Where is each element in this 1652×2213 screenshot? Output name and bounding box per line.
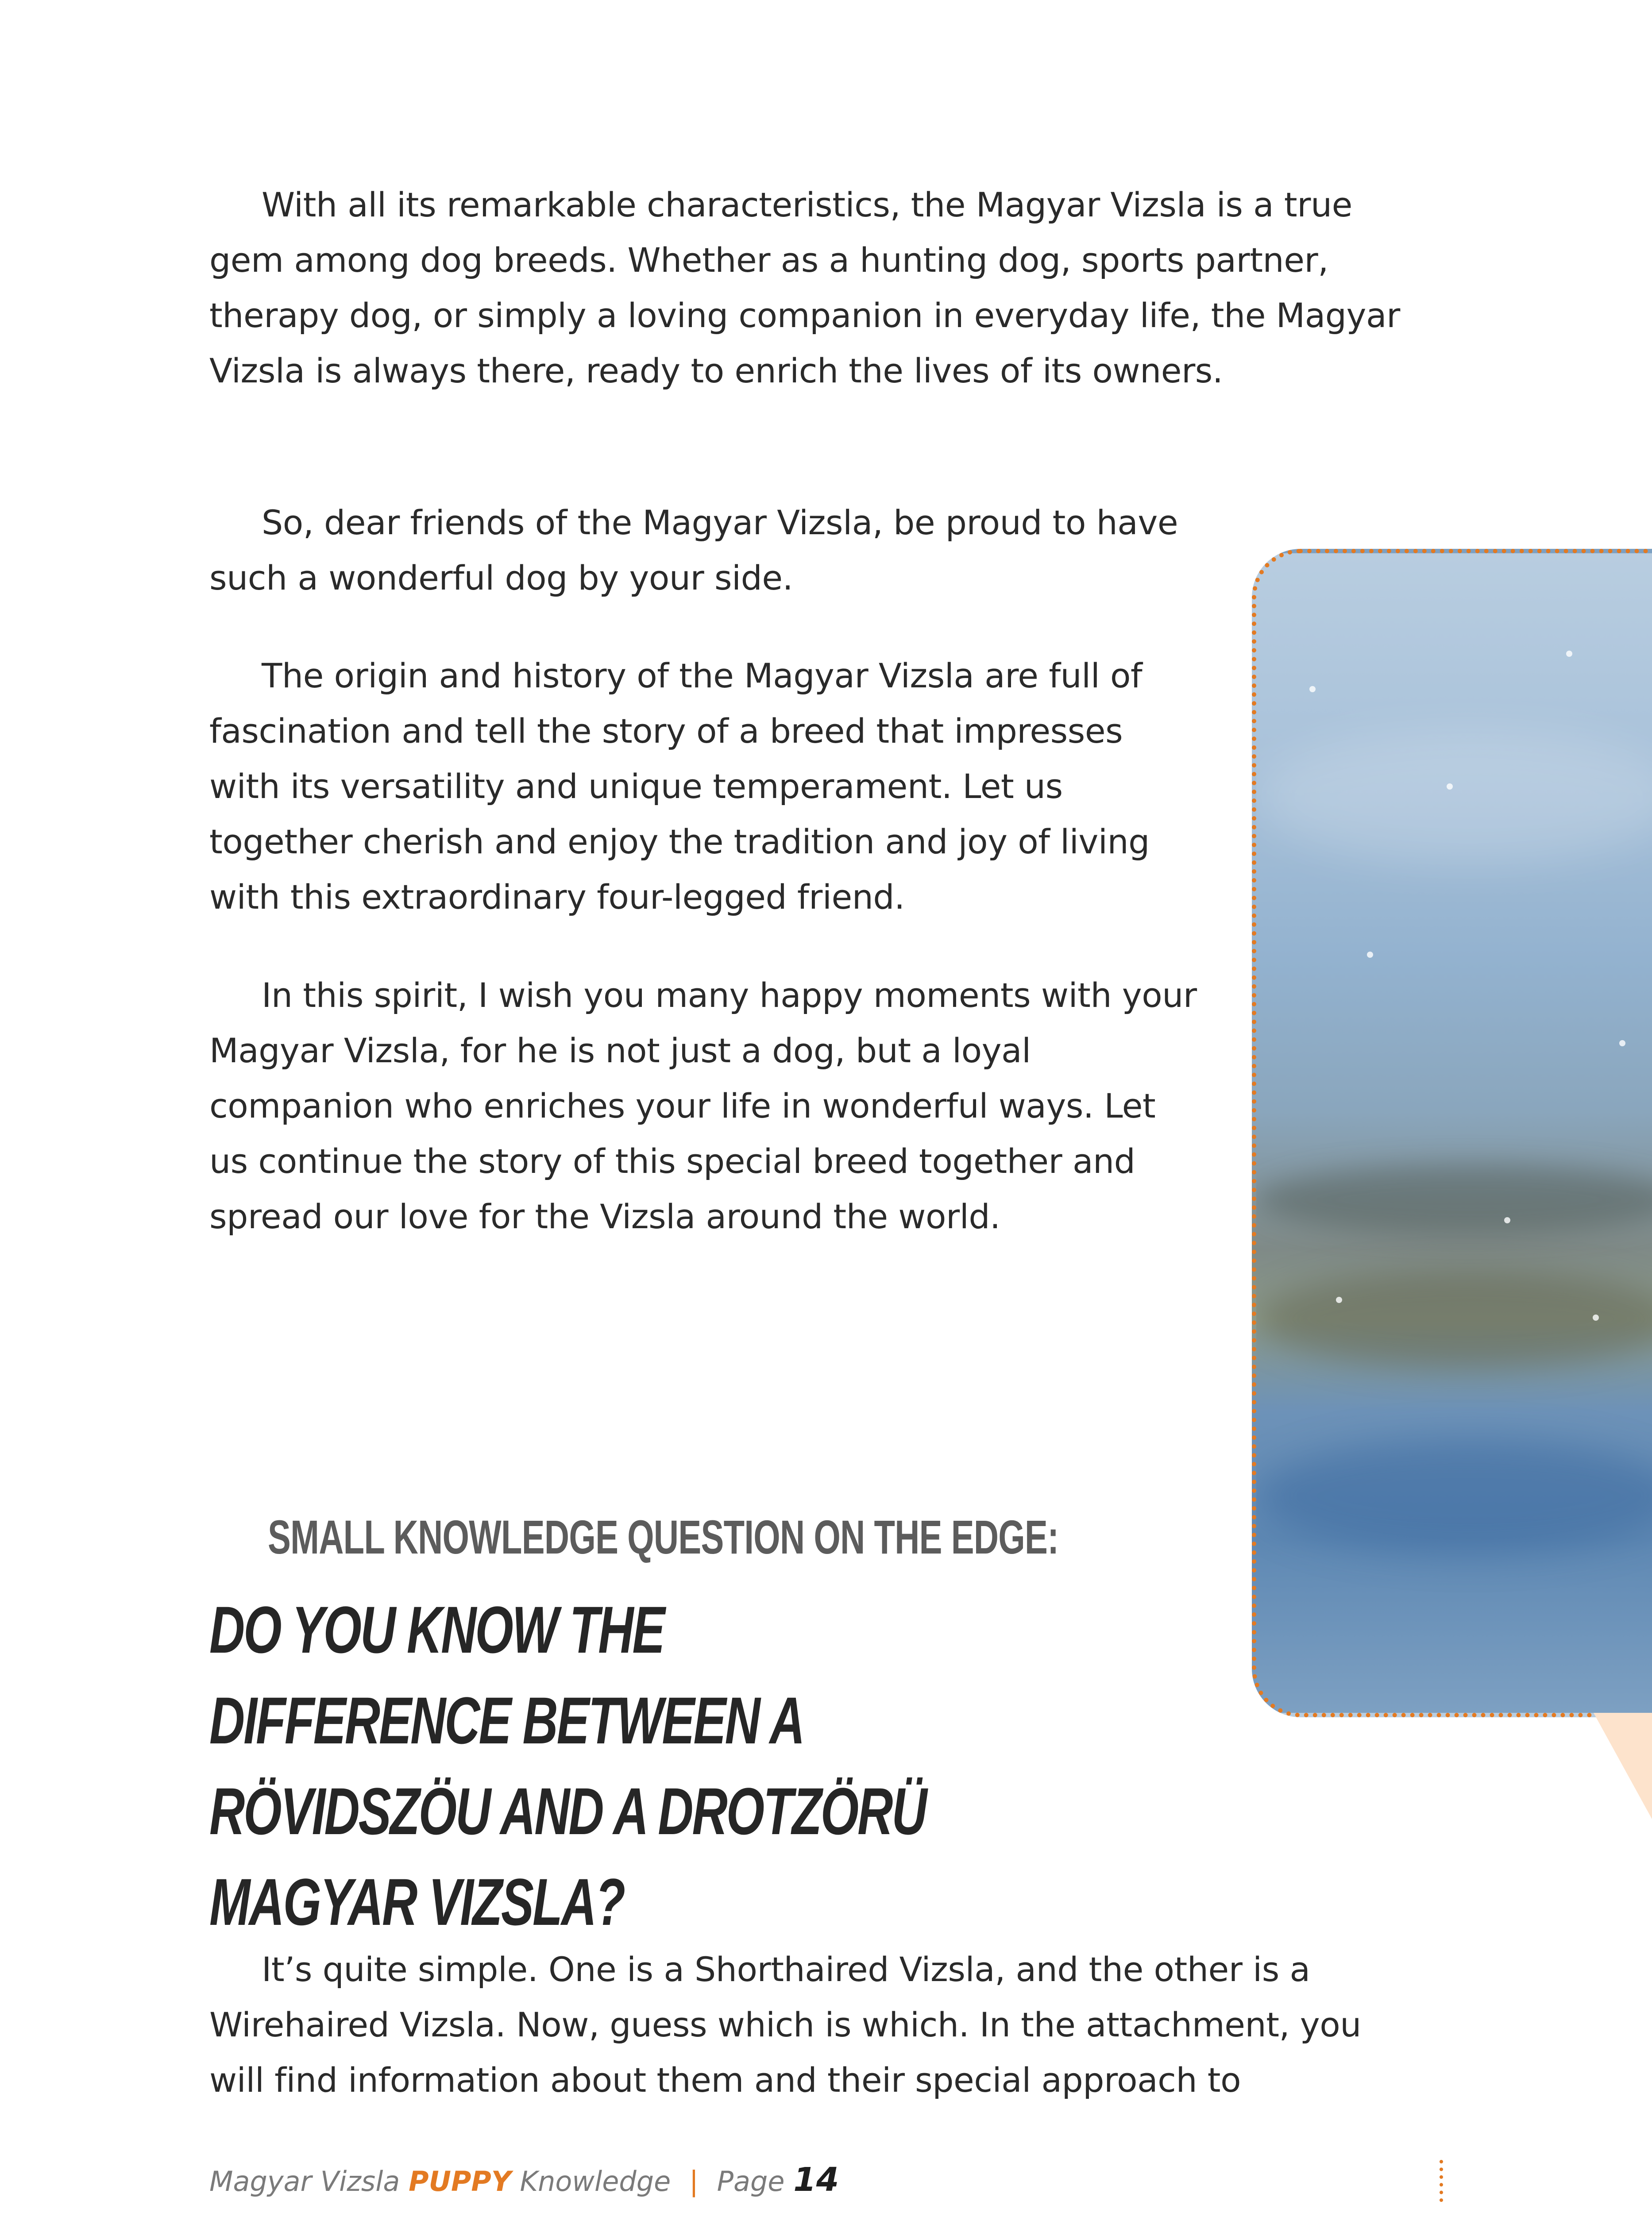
photo-sparkle [1593, 1315, 1599, 1321]
body-paragraph-2: So, dear friends of the Magyar Vizsla, be proud to have such a wonderful dog by your side. [209, 503, 1178, 598]
photo-sparkle [1336, 1297, 1342, 1303]
page-footer [209, 2160, 839, 2201]
body-paragraph-3: The origin and history of the Magyar Vizsla are full of fascination and tell the story of a breed that impresses with its versatility and unique temperament. Let us together cherish and enjoy the tradition and joy of living with this extraordinary four-legged friend. [209, 656, 1150, 917]
photo-sparkle [1447, 783, 1453, 790]
photo-highlight [1256, 730, 1652, 863]
footer-separator: | [689, 2165, 699, 2198]
water-photo [1252, 549, 1652, 1717]
footer-page-label: Page [717, 2165, 785, 2198]
question-kicker: SMALL KNOWLEDGE QUESTION ON THE EDGE: [268, 1510, 1059, 1564]
body-paragraph-1: With all its remarkable characteristics, the Magyar Vizsla is a true gem among dog breeds. Whether as a hunting dog, sports partner, therapy dog, or simply a loving companion in everyday life, the Magyar Vizsla is always there, ready to enrich the lives of its owners. [209, 185, 1400, 390]
question-headline: DO YOU KNOW THE DIFFERENCE BETWEEN A RÖVIDSZÖU AND A DROTZÖRÜ MAGYAR VIZSLA? [209, 1592, 926, 1939]
photo-ripple [1256, 1438, 1652, 1554]
photo-sparkle [1566, 651, 1572, 657]
photo-sparkle [1309, 686, 1316, 692]
photo-sparkle [1367, 952, 1373, 958]
body-paragraph-5: It’s quite simple. One is a Shorthaired Vizsla, and the other is a Wirehaired Vizsla. Now, guess which is which. In the attachment, you will find information about them and their special approach to [209, 1950, 1361, 2100]
footer-title-part1: Magyar Vizsla [209, 2165, 400, 2198]
page-number: 14 [793, 2161, 839, 2199]
footer-title-part2: Knowledge [520, 2165, 671, 2198]
footer-dotted-rule [1440, 2160, 1443, 2202]
photo-ripple [1256, 1164, 1652, 1235]
body-paragraph-4: In this spirit, I wish you many happy moments with your Magyar Vizsla, for he is not just a dog, but a loyal companion who enriches your life in wonderful ways. Let us continue the story of this special breed together and spread our love for the Vizsla around the world. [209, 975, 1197, 1236]
photo-sparkle [1619, 1040, 1625, 1046]
decorative-accent-shape [1594, 1713, 1652, 1819]
photo-sparkle [1504, 1217, 1510, 1223]
footer-brand: PUPPY [409, 2165, 511, 2198]
